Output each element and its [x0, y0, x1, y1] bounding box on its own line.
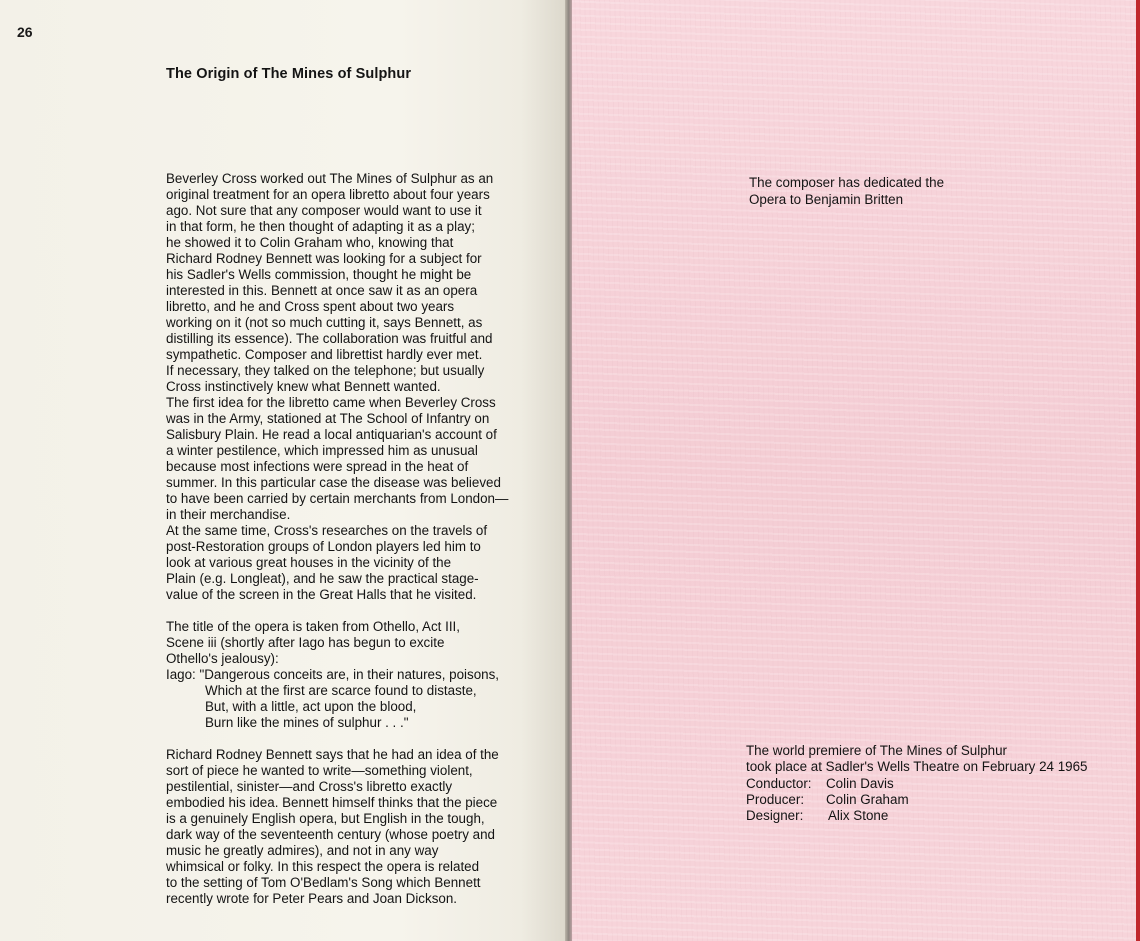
- conductor-label: Conductor:: [746, 775, 812, 791]
- body-line: was in the Army, stationed at The School of Infantry on: [166, 411, 490, 426]
- closing-line: to the setting of Tom O'Bedlam's Song which Bennett: [166, 875, 481, 890]
- closing-line: whimsical or folky. In this respect the opera is related: [166, 859, 480, 874]
- credit-designer: [746, 808, 1126, 824]
- body-line: distilling its essence). The collaboration was fruitful and: [166, 331, 493, 346]
- producer-name: Colin Graham: [826, 791, 909, 807]
- body-line: The first idea for the libretto came when Beverley Cross: [166, 395, 496, 410]
- body-line: his Sadler's Wells commission, thought he might be: [166, 267, 472, 282]
- body-line: look at various great houses in the vicinity of the: [166, 555, 452, 570]
- body-line: a winter pestilence, which impressed him as unusual: [166, 443, 478, 458]
- body-line: sympathetic. Composer and librettist hardly ever met.: [166, 347, 483, 362]
- cover-edge: [1136, 0, 1140, 941]
- dedication: [749, 174, 1009, 208]
- body-line: working on it (not so much cutting it, says Bennett, as: [166, 315, 483, 330]
- quote-line: Iago: "Dangerous conceits are, in their natures, poisons,: [166, 667, 500, 682]
- page-number: 26: [17, 24, 33, 40]
- body-line: in their merchandise.: [166, 507, 291, 522]
- closing-line: sort of piece he wanted to write—something violent,: [166, 763, 473, 778]
- body-line: value of the screen in the Great Halls that he visited.: [166, 587, 477, 602]
- closing-line: pestilential, sinister—and Cross's libretto exactly: [166, 779, 453, 794]
- designer-label: Designer:: [746, 808, 804, 824]
- body-line: because most infections were spread in the heat of: [166, 459, 469, 474]
- title-source-line: The title of the opera is taken from Othello, Act III,: [166, 619, 460, 634]
- body-line: At the same time, Cross's researches on the travels of: [166, 523, 488, 538]
- credit-conductor: [746, 776, 1126, 792]
- body-line: Plain (e.g. Longleat), and he saw the practical stage-: [166, 571, 479, 586]
- premiere-line: took place at Sadler's Wells Theatre on February 24 1965: [746, 759, 1088, 775]
- paragraph-gap: [166, 731, 538, 747]
- body-line: libretto, and he and Cross spent about two years: [166, 299, 455, 314]
- title-source-line: Othello's jealousy):: [166, 651, 279, 666]
- article-heading: The Origin of The Mines of Sulphur: [166, 66, 412, 82]
- body-line: interested in this. Bennett at once saw it as an opera: [166, 283, 478, 298]
- closing-line: Richard Rodney Bennett says that he had an idea of the: [166, 747, 499, 762]
- dedication-line: Opera to Benjamin Britten: [749, 192, 904, 207]
- quote-line: Burn like the mines of sulphur . . .": [205, 715, 409, 730]
- closing-line: recently wrote for Peter Pears and Joan Dickson.: [166, 891, 458, 906]
- body-line: summer. In this particular case the disease was believed: [166, 475, 501, 490]
- closing-line: music he greatly admires), and not in any way: [166, 843, 439, 858]
- quote-line: Which at the first are scarce found to distaste,: [205, 683, 477, 698]
- quote-line: But, with a little, act upon the blood,: [205, 699, 417, 714]
- conductor-name: Colin Davis: [826, 775, 894, 791]
- paragraph-gap: [166, 603, 538, 619]
- body-line: he showed it to Colin Graham who, knowing that: [166, 235, 454, 250]
- body-line: in that form, he then thought of adapting it as a play;: [166, 219, 475, 234]
- body-line: Cross instinctively knew what Bennett wanted.: [166, 379, 441, 394]
- body-line: Richard Rodney Bennett was looking for a subject for: [166, 251, 482, 266]
- title-source-line: Scene iii (shortly after Iago has begun to excite: [166, 635, 445, 650]
- dedication-line: The composer has dedicated the: [749, 175, 945, 190]
- left-page: [0, 0, 566, 941]
- body-line: original treatment for an opera libretto about four years: [166, 187, 490, 202]
- credit-producer: [746, 792, 1126, 808]
- producer-label: Producer:: [746, 791, 805, 807]
- body-line: Salisbury Plain. He read a local antiquarian's account of: [166, 427, 497, 442]
- closing-line: is a genuinely English opera, but English in the tough,: [166, 811, 485, 826]
- premiere-line: The world premiere of The Mines of Sulphur: [746, 743, 1007, 758]
- designer-name: Alix Stone: [828, 808, 889, 824]
- premiere-credits: [746, 743, 1126, 824]
- closing-line: dark way of the seventeenth century (whose poetry and: [166, 827, 496, 842]
- closing-line: embodied his idea. Bennett himself thinks that the piece: [166, 795, 498, 810]
- body-line: Beverley Cross worked out The Mines of Sulphur as an: [166, 171, 494, 186]
- body-line: post-Restoration groups of London players led him to: [166, 539, 481, 554]
- article-body: [166, 171, 538, 907]
- body-line: to have been carried by certain merchants from London—: [166, 491, 509, 506]
- body-line: ago. Not sure that any composer would want to use it: [166, 203, 482, 218]
- body-line: If necessary, they talked on the telephone; but usually: [166, 363, 485, 378]
